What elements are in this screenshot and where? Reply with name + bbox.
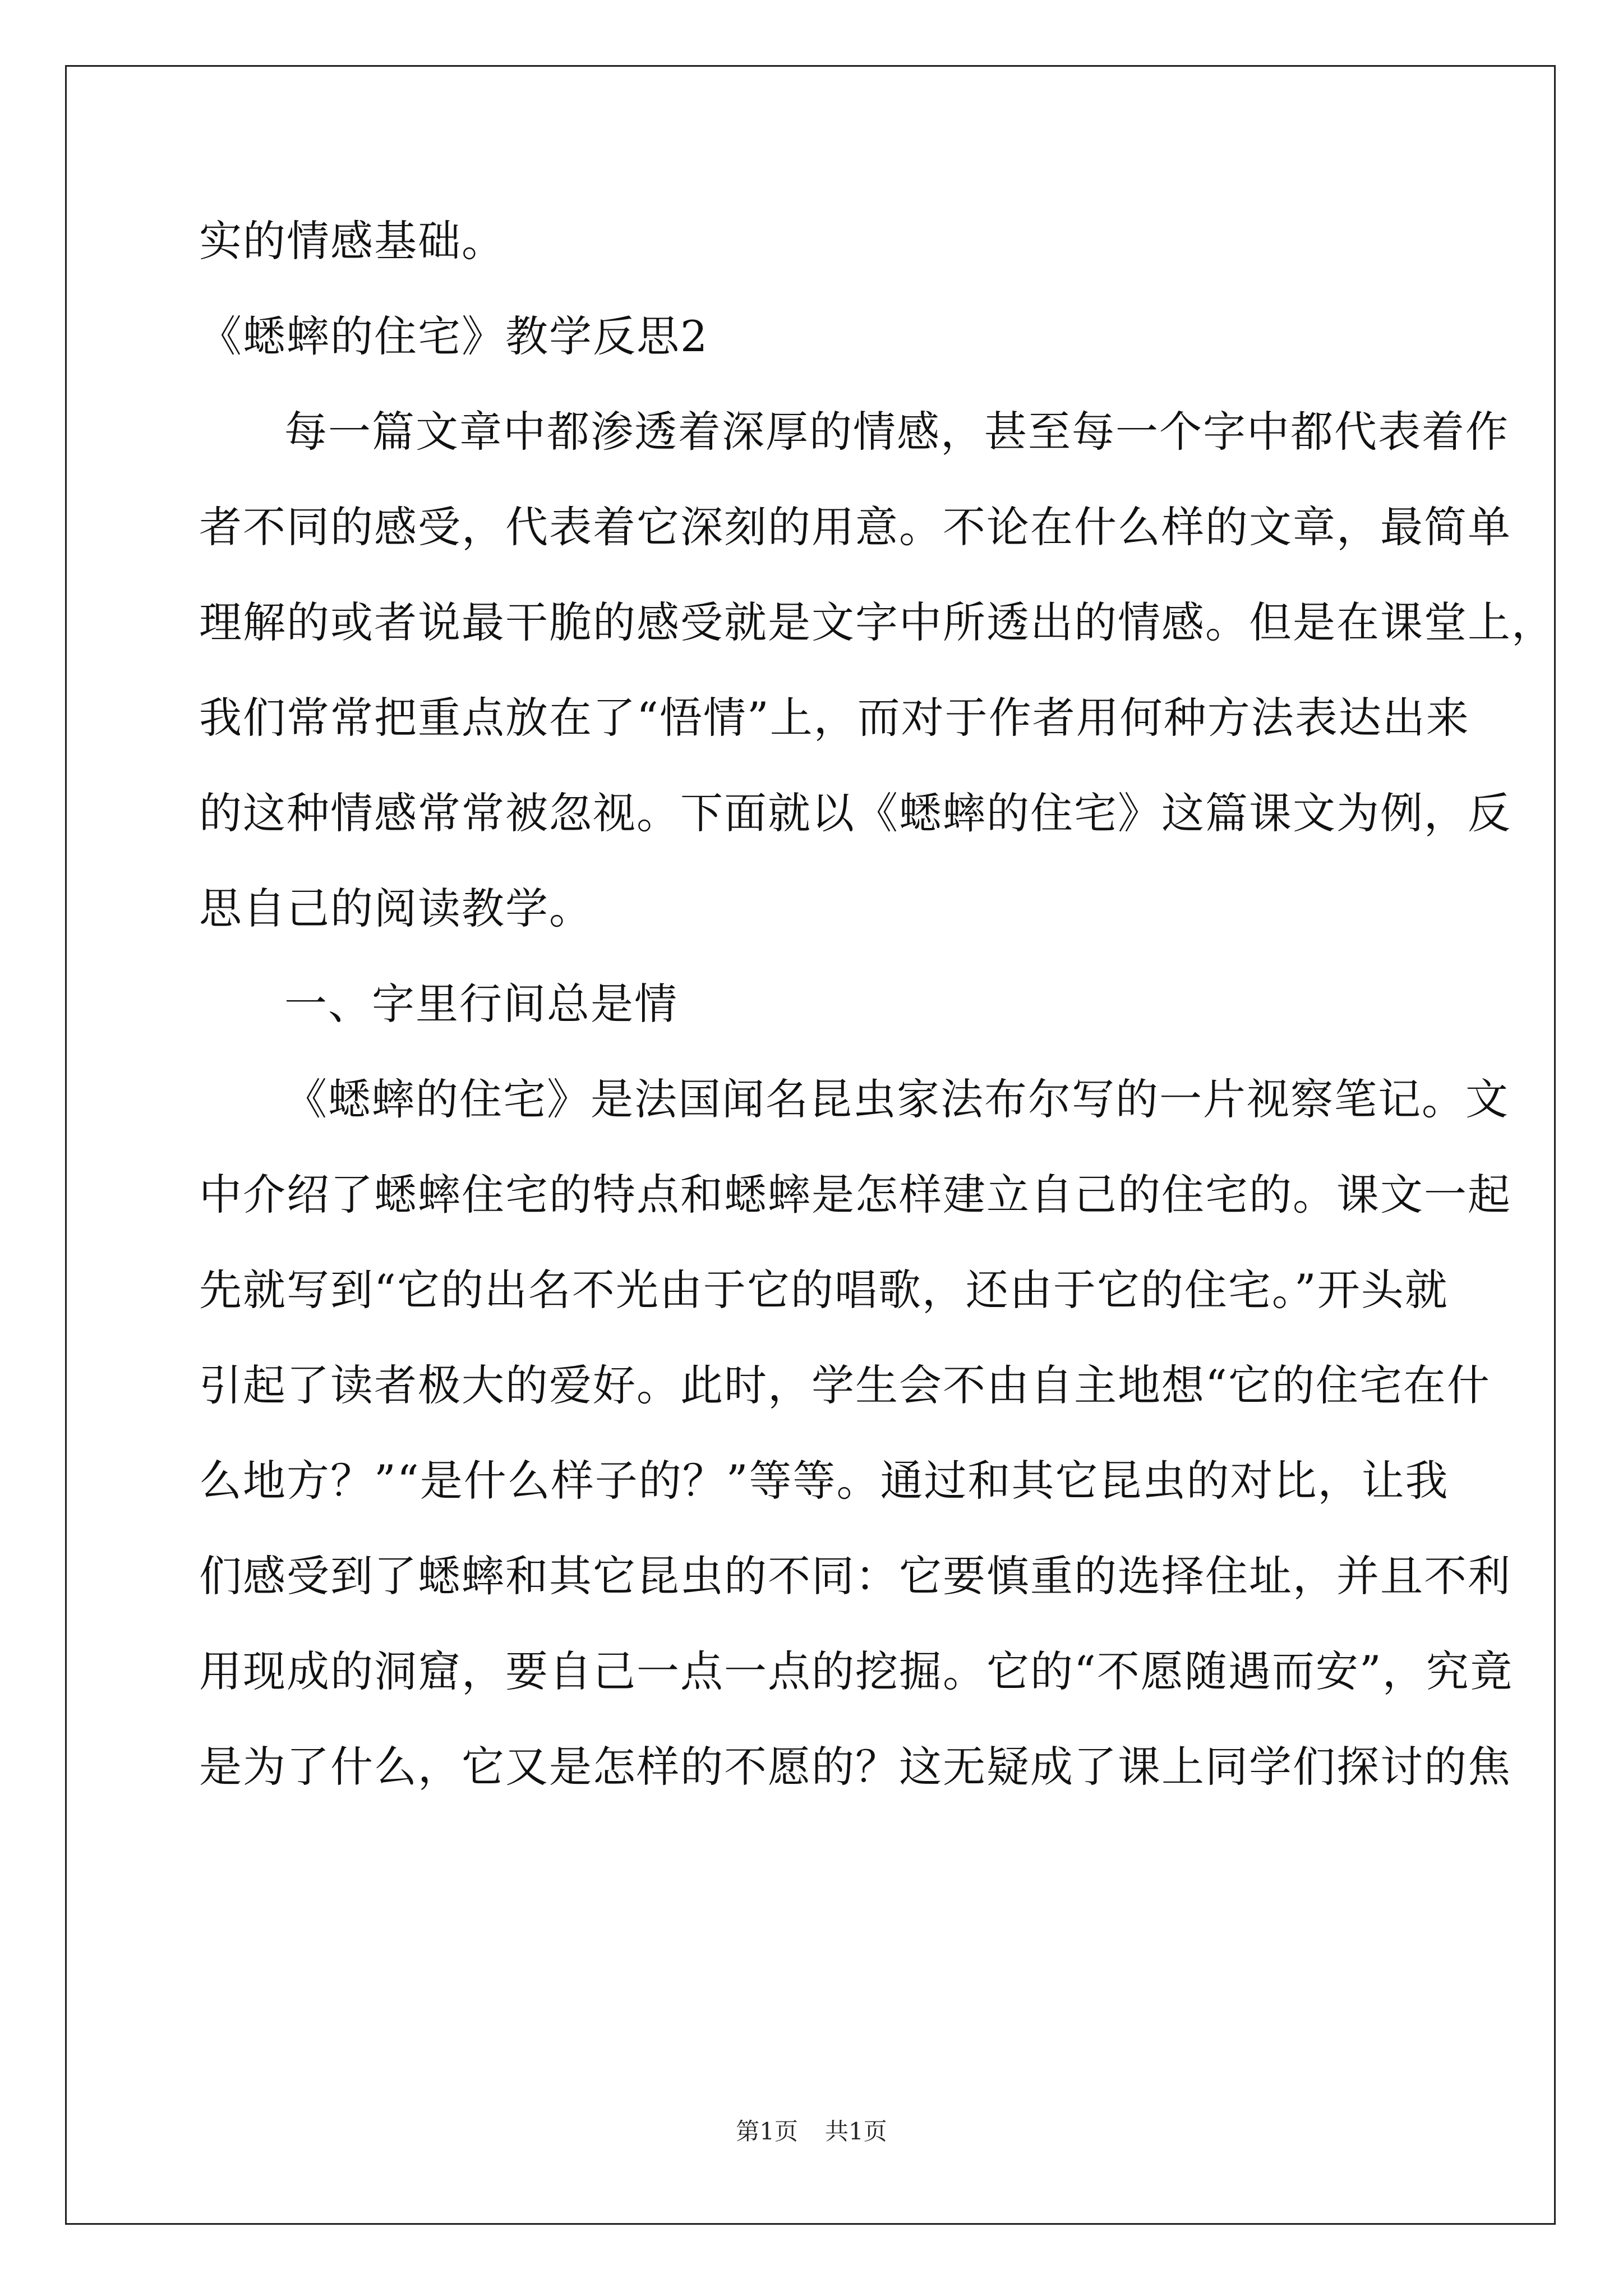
page-total: 共1页 (825, 2118, 887, 2145)
page-footer (0, 2115, 1623, 2148)
paragraph-line: 的这种情感常常被忽视。下面就以《蟋蟀的住宅》这篇课文为例，反 (199, 788, 1511, 838)
paragraph-line: 用现成的洞窟，要自己一点一点的挖掘。它的“不愿随遇而安”，究竟 (199, 1646, 1514, 1696)
paragraph-line: 是为了什么，它又是怎样的不愿的？这无疑成了课上同学们探讨的焦 (199, 1742, 1511, 1792)
paragraph-line: 理解的或者说最干脆的感受就是文字中所透出的情感。但是在课堂上， (199, 597, 1555, 647)
paragraph-line: 们感受到了蟋蟀和其它昆虫的不同：它要慎重的选择住址，并且不利 (199, 1551, 1511, 1601)
paragraph-line: 者不同的感受，代表着它深刻的用意。不论在什么样的文章，最简单 (199, 502, 1511, 552)
paragraph-line: 中介绍了蟋蟀住宅的特点和蟋蟀是怎样建立自己的住宅的。课文一起 (199, 1170, 1511, 1220)
paragraph-line: 思自己的阅读教学。 (199, 884, 593, 933)
paragraph-line: 引起了读者极大的爱好。此时，学生会不由自主地想“它的住宅在什 (199, 1360, 1491, 1410)
paragraph-line: 《蟋蟀的住宅》是法国闻名昆虫家法布尔写的一片视察笔记。文 (284, 1074, 1509, 1124)
text-line: 实的情感基础。 (199, 216, 505, 266)
paragraph-line: 每一篇文章中都渗透着深厚的情感，甚至每一个字中都代表着作 (284, 407, 1509, 457)
section-heading: 《蟋蟀的住宅》教学反思2 (199, 311, 709, 361)
paragraph-line: 我们常常把重点放在了“悟情”上，而对于作者用何种方法表达出来 (199, 693, 1470, 743)
paragraph-line: 么地方？”“是什么样子的？”等等。通过和其它昆虫的对比，让我 (199, 1456, 1449, 1506)
subsection-heading: 一、字里行间总是情 (284, 979, 678, 1029)
paragraph-line: 先就写到“它的出名不光由于它的唱歌，还由于它的住宅。”开头就 (199, 1265, 1449, 1315)
page-border (65, 65, 1556, 2225)
page-number: 第1页 (736, 2118, 798, 2145)
